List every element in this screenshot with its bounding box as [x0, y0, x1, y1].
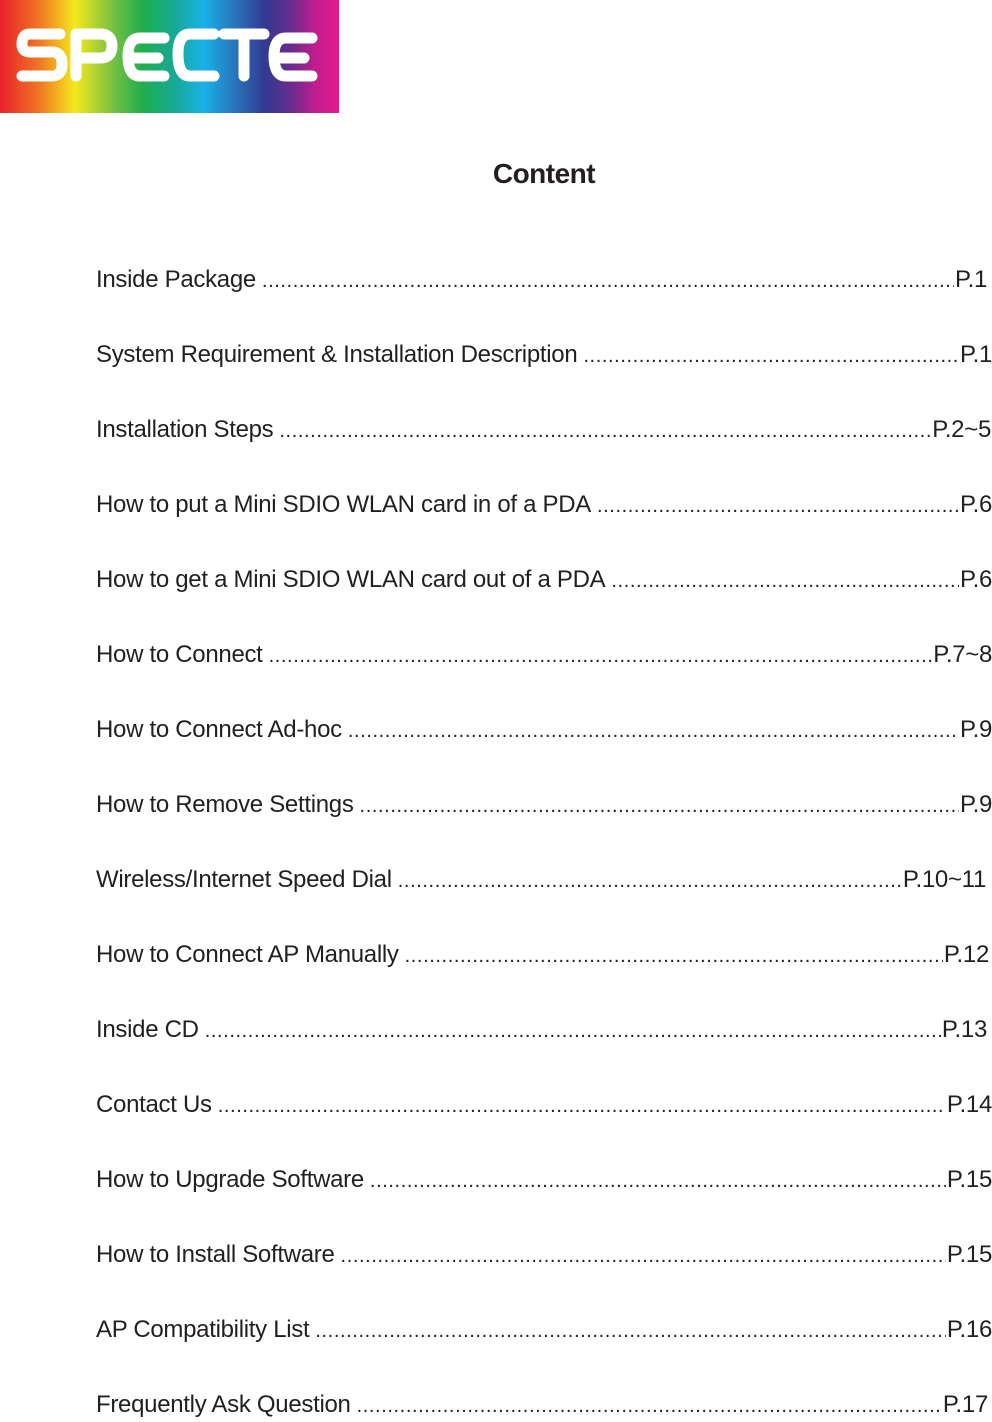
toc-entry-label: How to Connect AP Manually: [96, 941, 399, 968]
toc-entry-ap-compatibility-list[interactable]: [96, 1314, 992, 1346]
toc-entry-upgrade-software[interactable]: [96, 1164, 992, 1196]
dot-leader: [262, 265, 954, 296]
toc-entry-label: How to put a Mini SDIO WLAN card in of a PDA: [96, 491, 591, 518]
toc-entry-label: How to get a Mini SDIO WLAN card out of a PDA: [96, 566, 606, 593]
toc-entry-page: P.9: [959, 716, 992, 743]
toc-entry-page: P.6: [959, 566, 992, 593]
toc-entry-contact-us[interactable]: [96, 1089, 992, 1121]
toc-entry-label: Inside Package: [96, 266, 256, 293]
toc-entry-speed-dial[interactable]: [96, 864, 986, 896]
toc-entry-remove-settings[interactable]: [96, 789, 992, 821]
toc-entry-get-card-out[interactable]: [96, 564, 992, 596]
toc-entry-label: How to Connect: [96, 641, 263, 668]
dot-leader: [583, 340, 959, 371]
dot-leader: [269, 640, 933, 671]
toc-entry-connect-ad-hoc[interactable]: [96, 714, 992, 746]
dot-leader: [348, 715, 959, 746]
dot-leader: [205, 1015, 941, 1046]
dot-leader: [279, 415, 931, 446]
dot-leader: [398, 865, 902, 896]
toc-entry-how-to-connect[interactable]: [96, 639, 992, 671]
toc-entry-inside-package[interactable]: [96, 264, 987, 296]
toc-entry-inside-cd[interactable]: [96, 1014, 987, 1046]
toc-entry-label: Installation Steps: [96, 416, 274, 443]
toc-entry-label: System Requirement & Installation Description: [96, 341, 578, 368]
toc-entry-installation-steps[interactable]: [96, 414, 991, 446]
dot-leader: [370, 1165, 946, 1196]
toc-entry-label: Frequently Ask Question: [96, 1391, 351, 1418]
dot-leader: [357, 1390, 942, 1421]
spectec-logo: [0, 0, 339, 113]
dot-leader: [611, 565, 959, 596]
dot-leader: [315, 1315, 946, 1346]
toc-entry-label: Inside CD: [96, 1016, 199, 1043]
toc-entry-page: P.2~5: [932, 416, 991, 443]
toc-entry-label: How to Upgrade Software: [96, 1166, 364, 1193]
toc-entry-page: P.15: [946, 1166, 992, 1193]
toc-entry-page: P.14: [946, 1091, 992, 1118]
dot-leader: [218, 1090, 946, 1121]
dot-leader: [405, 940, 943, 971]
toc-entry-page: P.1: [954, 266, 987, 293]
dot-leader: [341, 1240, 946, 1271]
toc-entry-faq[interactable]: [96, 1389, 988, 1421]
toc-entry-page: P.17: [942, 1391, 988, 1418]
toc-entry-system-requirement[interactable]: [96, 339, 992, 371]
toc-entry-label: AP Compatibility List: [96, 1316, 310, 1343]
toc-entry-page: P.7~8: [933, 641, 992, 668]
toc-entry-label: How to Connect Ad-hoc: [96, 716, 342, 743]
toc-entry-page: P.15: [946, 1241, 992, 1268]
toc-entry-label: How to Install Software: [96, 1241, 335, 1268]
toc-entry-page: P.9: [959, 791, 992, 818]
toc-entry-install-software[interactable]: [96, 1239, 992, 1271]
dot-leader: [360, 790, 959, 821]
toc-entry-page: P.10~11: [902, 866, 986, 893]
toc-entry-connect-ap-manually[interactable]: [96, 939, 989, 971]
page-title: Content: [492, 158, 596, 189]
toc-entry-page: P.16: [946, 1316, 992, 1343]
toc-entry-label: Wireless/Internet Speed Dial: [96, 866, 392, 893]
toc-entry-label: Contact Us: [96, 1091, 212, 1118]
toc-entry-page: P.1: [959, 341, 992, 368]
toc-entry-page: P.12: [943, 941, 989, 968]
toc-entry-put-card-in[interactable]: [96, 489, 992, 521]
dot-leader: [597, 490, 959, 521]
toc-entry-page: P.6: [959, 491, 992, 518]
toc-entry-label: How to Remove Settings: [96, 791, 354, 818]
toc-entry-page: P.13: [941, 1016, 987, 1043]
spectec-wordmark-icon: [16, 18, 326, 94]
